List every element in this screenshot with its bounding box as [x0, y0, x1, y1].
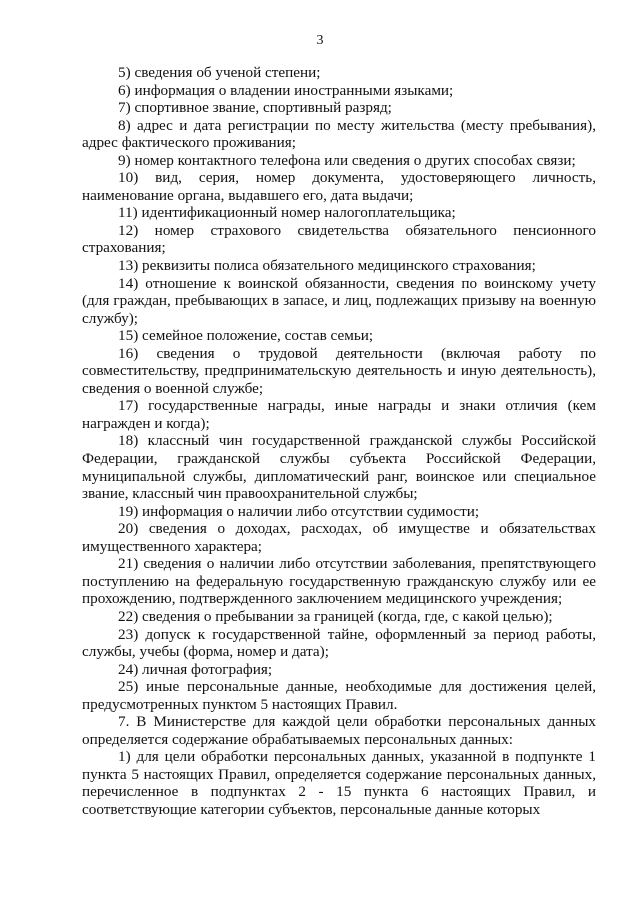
paragraph: 22) сведения о пребывании за границей (когда, где, с какой целью);	[118, 607, 553, 625]
paragraph: 18) классный чин государственной гражданской службы Российской Федерации, гражданской службы субъекта Российской Федерации, муниципальной службы, дипломатический ранг, воинское или специальное звание, классный чин правоохранительной службы;	[82, 432, 596, 503]
paragraph: 1) для цели обработки персональных данных, указанной в подпункте 1 пункта 5 настоящих Правил, определяется содержание персональных данных, перечисленное в подпунктах 2 - 15 пункта 6 настоящих Правил, и соответствующие категории субъектов, персональные данные которых	[82, 748, 596, 818]
paragraph: 14) отношение к воинской обязанности, сведения по воинскому учету (для граждан, пребывающих в запасе, и лиц, подлежащих призыву на военную службу);	[82, 274, 596, 327]
paragraph: 19) информация о наличии либо отсутствии судимости;	[118, 502, 480, 520]
paragraph: 9) номер контактного телефона или сведения о других способах связи;	[118, 151, 576, 169]
paragraph: 16) сведения о трудовой деятельности (включая работу по совместительству, предпринимательскую деятельность и иную деятельность), сведения о военной службе;	[82, 344, 596, 397]
paragraph: 5) сведения об ученой степени;	[118, 64, 321, 81]
paragraph: 6) информация о владении иностранными языками;	[118, 81, 454, 99]
paragraph: 20) сведения о доходах, расходах, об имуществе и обязательствах имущественного характера;	[82, 520, 596, 555]
document-body	[82, 64, 596, 819]
paragraph: 24) личная фотография;	[118, 660, 273, 678]
paragraph: 17) государственные награды, иные награды и знаки отличия (кем награжден и когда);	[82, 397, 596, 432]
paragraph: 13) реквизиты полиса обязательного медицинского страхования;	[118, 257, 536, 275]
paragraph: 11) идентификационный номер налогоплательщика;	[118, 204, 456, 222]
paragraph: 15) семейное положение, состав семьи;	[118, 327, 374, 345]
paragraph: 21) сведения о наличии либо отсутствии заболевания, препятствующего поступлению на федеральную государственную гражданскую службу или ее прохождению, подтвержденного заключением медицинского учреждения;	[82, 555, 596, 608]
paragraph: 23) допуск к государственной тайне, оформленный за период работы, службы, учебы (форма, номер и дата);	[82, 625, 596, 661]
paragraph: 7) спортивное звание, спортивный разряд;	[118, 99, 392, 117]
paragraph: 10) вид, серия, номер документа, удостоверяющего личность, наименование органа, выдавшего его, дата выдачи;	[82, 169, 596, 204]
paragraph: 25) иные персональные данные, необходимые для достижения целей, предусмотренных пунктом 5 настоящих Правил.	[82, 678, 596, 713]
paragraph: 8) адрес и дата регистрации по месту жительства (месту пребывания), адрес фактического проживания;	[82, 116, 596, 152]
page-number: 3	[316, 33, 324, 48]
paragraph: 7. В Министерстве для каждой цели обработки персональных данных определяется содержание обрабатываемых персональных данных:	[82, 713, 596, 748]
paragraph: 12) номер страхового свидетельства обязательного пенсионного страхования;	[82, 221, 596, 257]
